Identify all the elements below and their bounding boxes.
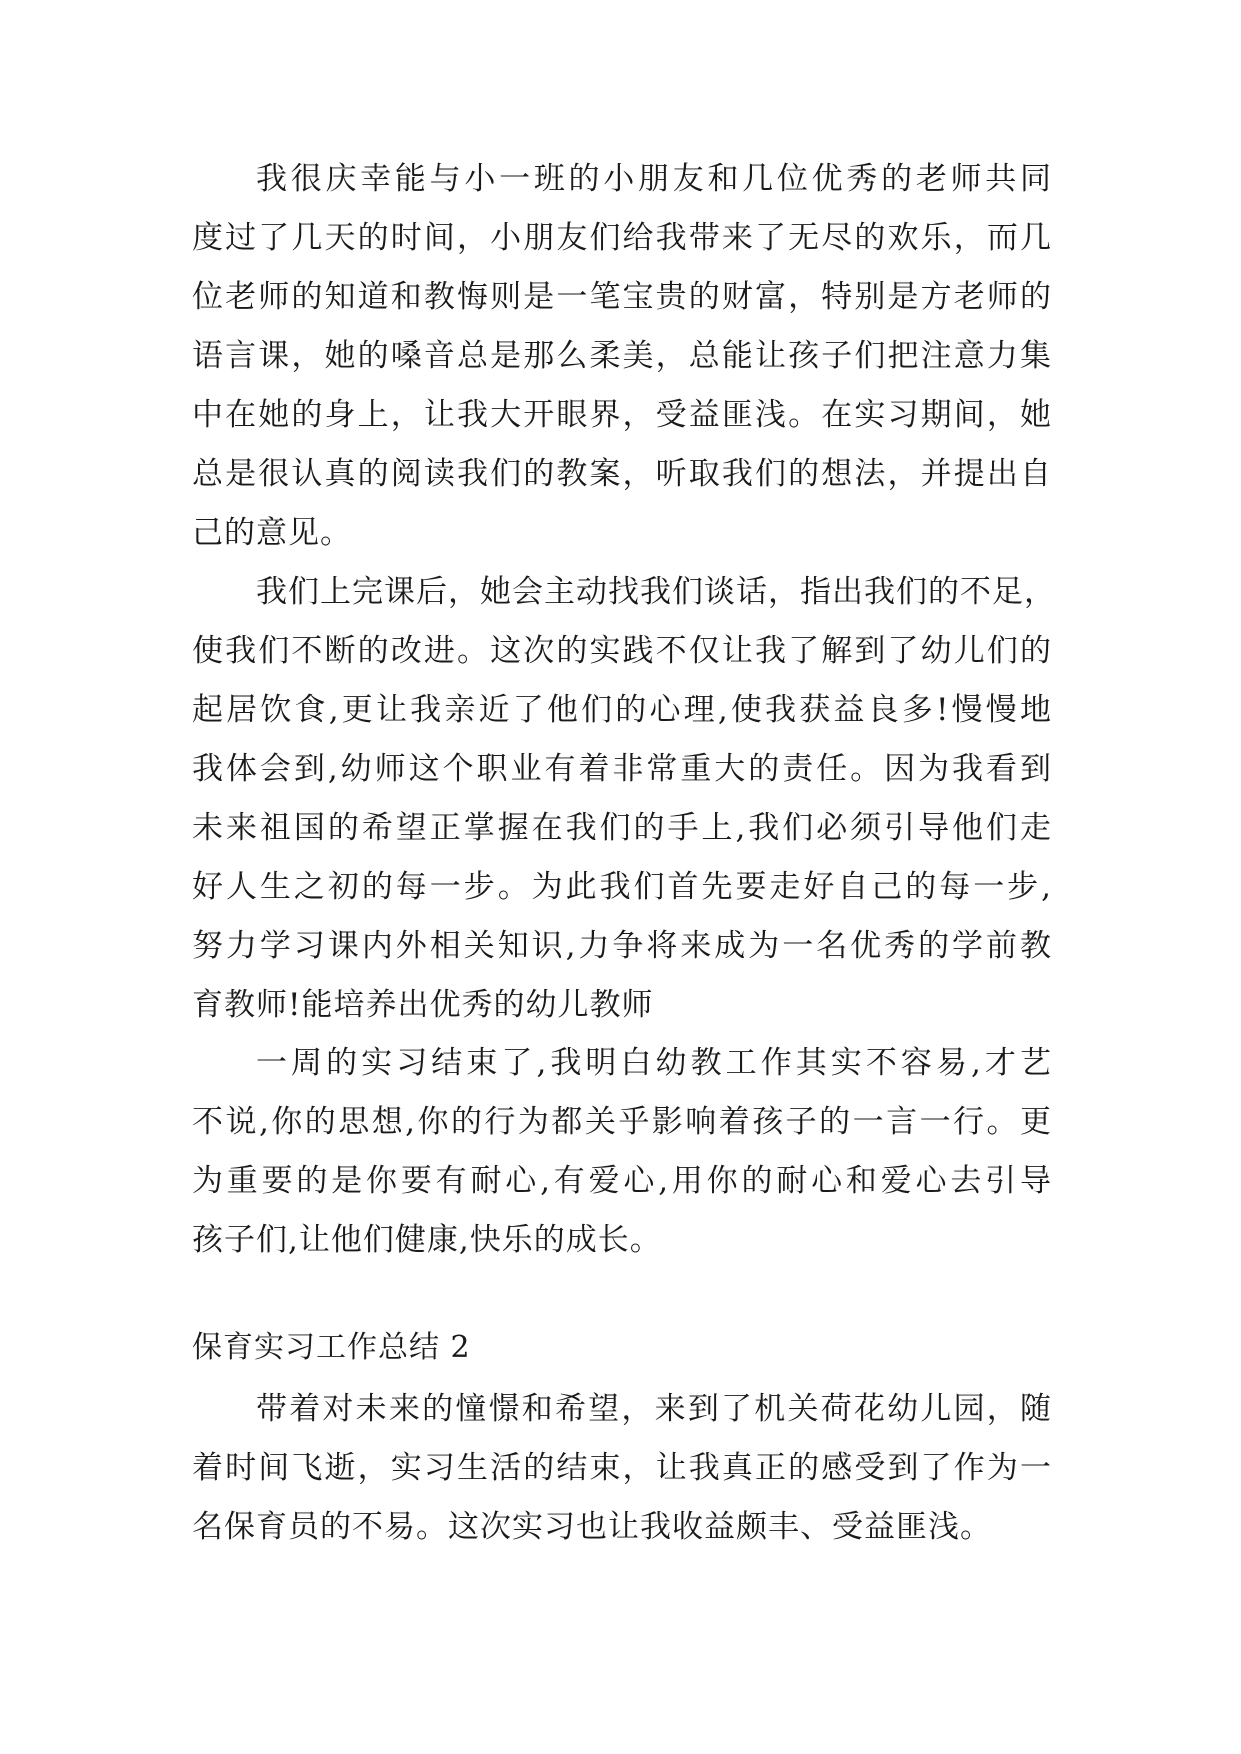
section-title: 保育实习工作总结 2 — [192, 1330, 471, 1365]
paragraph-line: 我很庆幸能与小一班的小朋友和几位优秀的老师共同 — [256, 161, 1052, 197]
paragraph-line: 带着对未来的憧憬和希望，来到了机关荷花幼儿园，随 — [256, 1391, 1052, 1427]
paragraph-line: 孩子们,让他们健康,快乐的成长。 — [192, 1222, 662, 1258]
paragraph-3 — [192, 1034, 1052, 1270]
paragraph-line: 育教师!能培养出优秀的幼儿教师 — [192, 987, 654, 1023]
paragraph-line: 使我们不断的改进。这次的实践不仅让我了解到了幼儿们的 — [192, 633, 1052, 669]
paragraph-4 — [192, 1380, 1052, 1557]
paragraph-1 — [192, 150, 1052, 563]
paragraph-line: 着时间飞逝，实习生活的结束，让我真正的感受到了作为一 — [192, 1450, 1052, 1486]
paragraph-line: 努力学习课内外相关知识,力争将来成为一名优秀的学前教 — [192, 928, 1052, 964]
paragraph-line: 名保育员的不易。这次实习也让我收益颇丰、受益匪浅。 — [192, 1509, 992, 1545]
paragraph-line: 我们上完课后，她会主动找我们谈话，指出我们的不足， — [256, 574, 1056, 610]
paragraph-line: 己的意见。 — [192, 515, 352, 551]
paragraph-line: 未来祖国的希望正掌握在我们的手上,我们必须引导他们走 — [192, 810, 1052, 846]
paragraph-line: 一周的实习结束了,我明白幼教工作其实不容易,才艺 — [256, 1045, 1052, 1081]
paragraph-line: 我体会到,幼师这个职业有着非常重大的责任。因为我看到 — [192, 751, 1052, 787]
paragraph-line: 语言课，她的嗓音总是那么柔美，总能让孩子们把注意力集 — [192, 338, 1052, 374]
paragraph-line: 好人生之初的每一步。为此我们首先要走好自己的每一步, — [192, 869, 1052, 905]
paragraph-line: 中在她的身上，让我大开眼界，受益匪浅。在实习期间，她 — [192, 397, 1052, 433]
paragraph-line: 不说,你的思想,你的行为都关乎影响着孩子的一言一行。更 — [192, 1104, 1052, 1140]
paragraph-2 — [192, 563, 1056, 1035]
paragraph-line: 为重要的是你要有耐心,有爱心,用你的耐心和爱心去引导 — [192, 1163, 1052, 1199]
paragraph-line: 度过了几天的时间，小朋友们给我带来了无尽的欢乐，而几 — [192, 220, 1052, 256]
paragraph-line: 总是很认真的阅读我们的教案，听取我们的想法，并提出自 — [192, 456, 1052, 492]
paragraph-line: 起居饮食,更让我亲近了他们的心理,使我获益良多!慢慢地 — [192, 692, 1052, 728]
section-heading — [192, 1318, 1052, 1377]
paragraph-line: 位老师的知道和教悔则是一笔宝贵的财富，特别是方老师的 — [192, 279, 1052, 315]
